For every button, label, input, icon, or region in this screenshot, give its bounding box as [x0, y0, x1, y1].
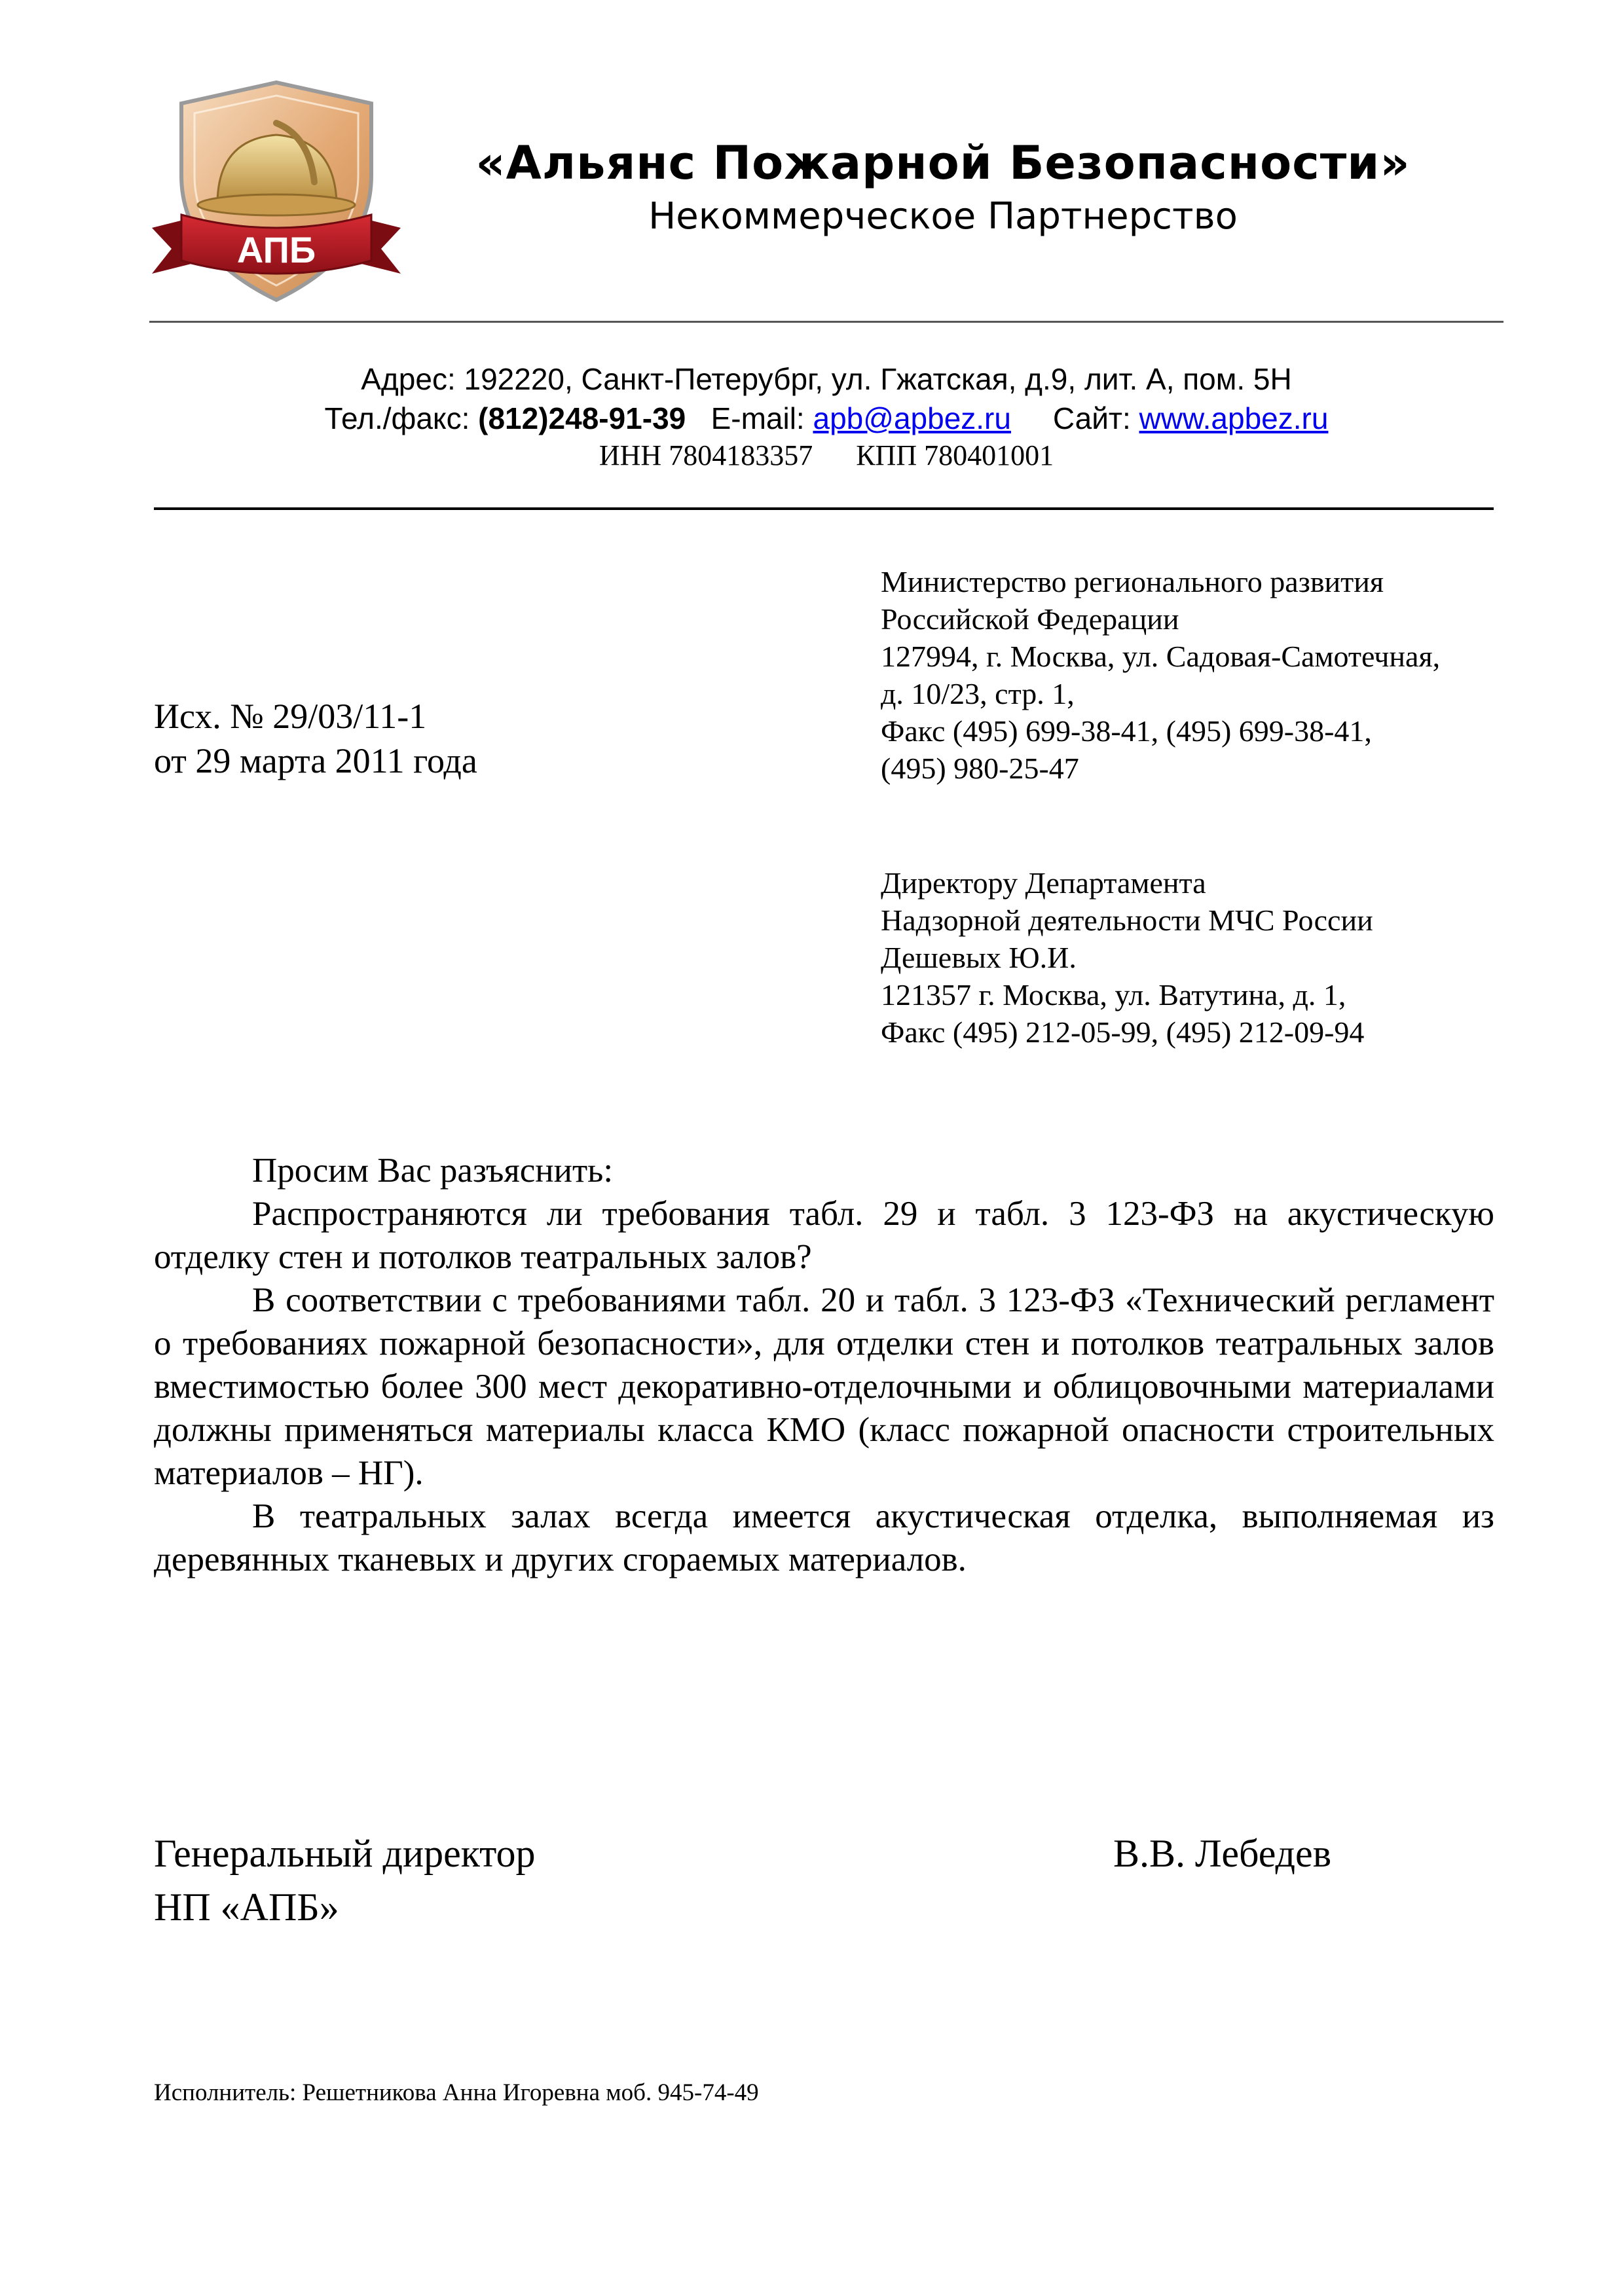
executor-note: Исполнитель: Решетникова Анна Игоревна моб. 945-74-49 — [154, 2079, 759, 2106]
address-line: Адрес: 192220, Санкт-Петерубрг, ул. Гжатская, д.9, лит. А, пом. 5Н — [361, 362, 1292, 396]
inn: ИНН 7804183357 — [599, 439, 813, 471]
recipient-line: Дешевых Ю.И. — [881, 941, 1077, 974]
contacts-divider — [154, 507, 1494, 510]
recipient-ministry — [881, 563, 1509, 787]
recipient-line: 127994, г. Москва, ул. Садовая-Самотечная, — [881, 640, 1441, 673]
signatory-organization: НП «АПБ» — [154, 1886, 339, 1929]
signature-position — [154, 1827, 536, 1934]
body-paragraph: В театральных залах всегда имеется акустическая отделка, выполняемая из деревянных тканевых и других сгораемых материалов. — [154, 1497, 1494, 1578]
recipient-line: (495) 980-25-47 — [881, 752, 1079, 785]
org-subtitle: Некоммерческое Партнерство — [648, 195, 1238, 238]
site-link[interactable]: www.apbez.ru — [1139, 401, 1329, 435]
recipient-director — [881, 864, 1509, 1051]
recipient-line: Министерство регионального развития — [881, 565, 1384, 598]
apb-logo — [145, 77, 407, 313]
site-label: Сайт: — [1052, 401, 1131, 435]
phone-label: Тел./факс: — [324, 401, 470, 435]
recipient-line: Факс (495) 212-05-99, (495) 212-09-94 — [881, 1015, 1365, 1049]
contacts-line — [149, 401, 1504, 436]
outgoing-reference — [154, 694, 477, 783]
recipient-line: д. 10/23, стр. 1, — [881, 677, 1075, 710]
body-paragraph: Просим Вас разъяснить: — [252, 1152, 614, 1190]
logo-text: АПБ — [236, 229, 316, 270]
kpp: КПП 780401001 — [856, 439, 1054, 471]
signatory-name: В.В. Лебедев — [1113, 1832, 1332, 1875]
recipient-line: Надзорной деятельности МЧС России — [881, 903, 1373, 937]
recipient-line: Российской Федерации — [881, 602, 1179, 636]
shield-helmet-icon — [145, 77, 407, 313]
phone-number: (812)248-91-39 — [478, 401, 686, 435]
recipient-line: Директору Департамента — [881, 866, 1206, 900]
recipient-line: 121357 г. Москва, ул. Ватутина, д. 1, — [881, 978, 1346, 1011]
recipient-line: Факс (495) 699-38-41, (495) 699-38-41, — [881, 714, 1372, 748]
letter-body — [154, 1149, 1494, 1581]
tax-ids — [149, 439, 1504, 472]
body-paragraph: В соответствии с требованиями табл. 20 и табл. 3 123-ФЗ «Технический регламент о требованиях пожарной безопасности», для отделки стен и потолков театральных залов вместимостью более 300 мест декоративно-отделочными и облицовочными материалами должны применяться материалы класса КМО (класс пожарной опасности строительных материалов – НГ). — [154, 1281, 1494, 1492]
email-link[interactable]: apb@apbez.ru — [813, 401, 1011, 435]
email-label: E-mail: — [710, 401, 805, 435]
org-title: «Альянс Пожарной Безопасности» — [475, 136, 1411, 190]
header-divider — [149, 321, 1504, 323]
body-paragraph: Распространяются ли требования табл. 29 и табл. 3 123-ФЗ на акустическую отделку стен и потолков театральных залов? — [154, 1195, 1494, 1276]
outgoing-number: Исх. № 29/03/11-1 — [154, 697, 427, 736]
signatory-title: Генеральный директор — [154, 1832, 536, 1875]
outgoing-date: от 29 марта 2011 года — [154, 741, 477, 780]
